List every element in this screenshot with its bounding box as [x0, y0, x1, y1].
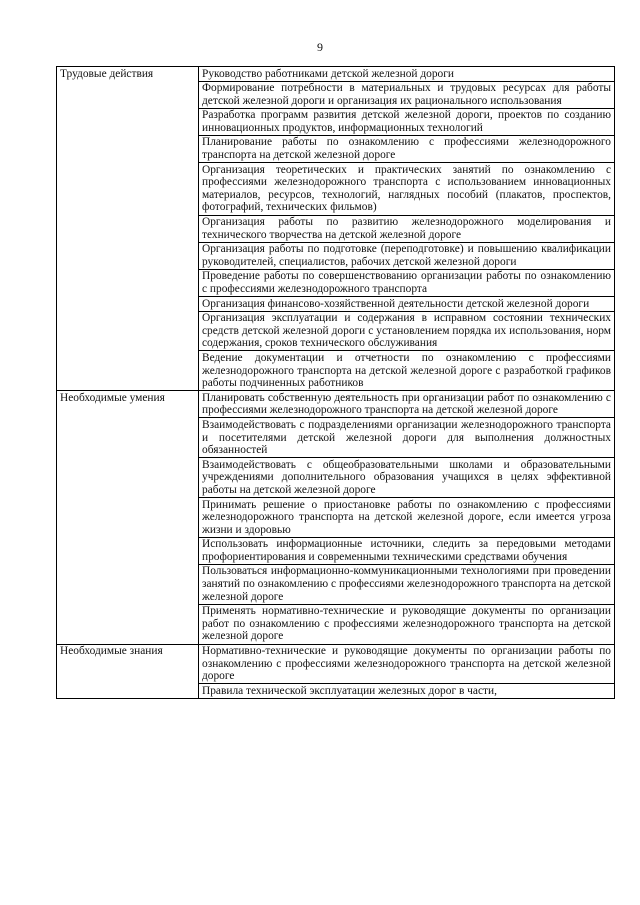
section-label-labor-actions: Трудовые действия	[57, 67, 199, 391]
list-item: Ведение документации и отчетности по ознакомлению с профессиями железнодорожного транспорта на детской железной дороге с разработкой графиков работы подчиненных работников	[199, 351, 615, 391]
list-item: Организация работы по подготовке (переподготовке) и повышению квалификации руководителей, специалистов, рабочих детской железной дороги	[199, 242, 615, 269]
list-item: Проведение работы по совершенствованию организации работы по ознакомлению с профессиями железнодорожного транспорта	[199, 269, 615, 296]
page-number: 9	[317, 40, 323, 54]
list-item: Взаимодействовать с общеобразовательными школами и образовательными учреждениями дополнительного образования учащихся в целях эффективной работы на детской железной дороге	[199, 458, 615, 498]
list-item: Использовать информационные источники, следить за передовыми методами профориентирования и современными техническими средствами обучения	[199, 537, 615, 564]
list-item: Организация теоретических и практических занятий по ознакомлению с профессиями железнодорожного транспорта с использованием инновационных материалов, ресурсов, технологий, наглядных пособий (плакатов, проспектов, фотографий, технических фильмов)	[199, 163, 615, 215]
list-item: Организация эксплуатации и содержания в исправном состоянии технических средств детской железной дороги с установлением порядка их использования, норм содержания, сроков технического обслуживания	[199, 311, 615, 351]
section-label-required-skills: Необходимые умения	[57, 391, 199, 644]
section-label-required-knowledge: Необходимые знания	[57, 644, 199, 698]
list-item: Разработка программ развития детской железной дороги, проектов по созданию инновационных продуктов, информационных технологий	[199, 108, 615, 135]
list-item: Применять нормативно-технические и руководящие документы по организации работ по ознакомлению с профессиями железнодорожного транспорта на детской железной дороге	[199, 604, 615, 644]
list-item: Организация работы по развитию железнодорожного моделирования и технического творчества на детской железной дороге	[199, 215, 615, 242]
list-item: Пользоваться информационно-коммуникационными технологиями при проведении занятий по ознакомлению с профессиями железнодорожного транспорта на детской железной дороге	[199, 564, 615, 604]
list-item: Формирование потребности в материальных и трудовых ресурсах для работы детской железной дороги и организация их рационального использования	[199, 81, 615, 108]
list-item: Планировать собственную деятельность при организации работ по ознакомлению с профессиями железнодорожного транспорта на детской железной дороге	[199, 391, 615, 418]
table-row	[57, 391, 615, 418]
list-item: Нормативно-технические и руководящие документы по организации работы по ознакомлению с профессиями железнодорожного транспорта на детской железной дороге	[199, 644, 615, 684]
qualification-table	[56, 66, 615, 699]
list-item: Планирование работы по ознакомлению с профессиями железнодорожного транспорта на детской железной дороге	[199, 135, 615, 162]
list-item: Руководство работниками детской железной дороги	[199, 67, 615, 82]
list-item: Принимать решение о приостановке работы по ознакомлению с профессиями железнодорожного транспорта на детской железной дороге, если имеется угроза жизни и здоровью	[199, 498, 615, 538]
list-item: Организация финансово-хозяйственной деятельности детской железной дороги	[199, 297, 615, 312]
table-row	[57, 67, 615, 82]
table-row	[57, 644, 615, 684]
list-item: Взаимодействовать с подразделениями организации железнодорожного транспорта и посетителями детской железной дороги для выполнения должностных обязанностей	[199, 418, 615, 458]
list-item: Правила технической эксплуатации железных дорог в части,	[199, 684, 615, 699]
